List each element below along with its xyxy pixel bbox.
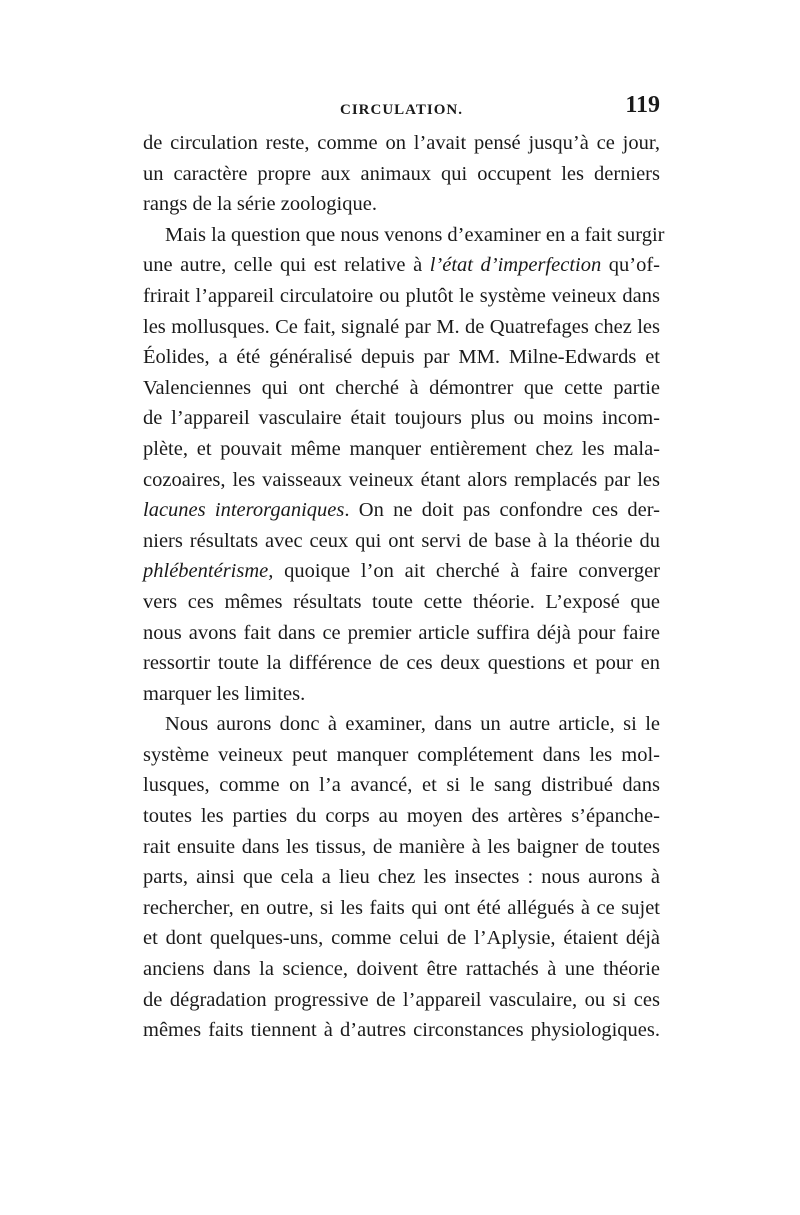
text-line: ressortir toute la différence de ces deux questions et pour en — [143, 652, 660, 675]
text-line: de circulation reste, comme on l’avait pensé jusqu’à ce jour, — [143, 132, 660, 154]
text-line: Valenciennes qui ont cherché à démontrer que cette partie — [143, 376, 660, 399]
text-line: plète, et pouvait même manquer entièrement chez les mala- — [143, 437, 660, 460]
italic-term: phlébentérisme, — [143, 560, 274, 583]
text-line: vers ces mêmes résultats toute cette théorie. L’exposé que — [143, 590, 660, 613]
text-line: niers résultats avec ceux qui ont servi de base à la théorie du — [143, 529, 660, 552]
text-line: un caractère propre aux animaux qui occupent les derniers — [143, 162, 660, 185]
text-line: de dégradation progressive de l’appareil vasculaire, ou si ces — [143, 988, 660, 1011]
text-run: . On ne doit pas confondre ces der- — [344, 499, 660, 522]
text-line — [143, 250, 660, 281]
text-line — [143, 556, 660, 587]
text-run: une autre, celle qui est relative à — [143, 254, 430, 277]
text-line: frirait l’appareil circulatoire ou plutôt le système veineux dans — [143, 284, 660, 307]
italic-term: lacunes interorganiques — [143, 499, 345, 522]
text-line: les mollusques. Ce fait, signalé par M. de Quatrefages chez les — [143, 315, 660, 338]
paragraph-start-line: Mais la question que nous venons d’examiner en a fait surgir — [165, 223, 665, 246]
page-number: 119 — [625, 92, 660, 118]
text-line: rait ensuite dans les tissus, de manière à les baigner de toutes — [143, 835, 660, 858]
text-line: rangs de la série zoologique. — [143, 193, 377, 216]
paragraph-start-line: Nous aurons donc à examiner, dans un autre article, si le — [165, 713, 660, 736]
text-run: quoique l’on ait cherché à faire converger — [273, 560, 660, 583]
text-line: toutes les parties du corps au moyen des artères s’épanche- — [143, 805, 660, 828]
text-line: anciens dans la science, doivent être rattachés à une théorie — [143, 958, 660, 981]
text-line: de l’appareil vasculaire était toujours plus ou moins incom- — [143, 407, 660, 430]
body-text — [143, 128, 665, 1046]
text-line: Éolides, a été généralisé depuis par MM. Milne-Edwards et — [143, 346, 660, 369]
text-line: et dont quelques-uns, comme celui de l’Aplysie, étaient déjà — [143, 927, 660, 950]
text-line — [143, 495, 660, 526]
text-line: parts, ainsi que cela a lieu chez les insectes : nous aurons à — [143, 866, 660, 889]
running-title: CIRCULATION. — [340, 102, 463, 118]
text-line: nous avons fait dans ce premier article suffira déjà pour faire — [143, 621, 660, 644]
running-header — [143, 92, 660, 126]
text-run: qu’of- — [601, 254, 660, 277]
italic-term: l’état d’imperfection — [429, 254, 602, 277]
text-line: marquer les limites. — [143, 682, 306, 705]
text-line: système veineux peut manquer complétement dans les mol- — [143, 743, 660, 766]
text-line: mêmes faits tiennent à d’autres circonstances physiologiques. — [143, 1019, 660, 1042]
text-line: lusques, comme on l’a avancé, et si le sang distribué dans — [143, 774, 660, 797]
text-line: rechercher, en outre, si les faits qui ont été allégués à ce sujet — [143, 896, 660, 919]
text-line: cozoaires, les vaisseaux veineux étant alors remplacés par les — [143, 468, 660, 491]
